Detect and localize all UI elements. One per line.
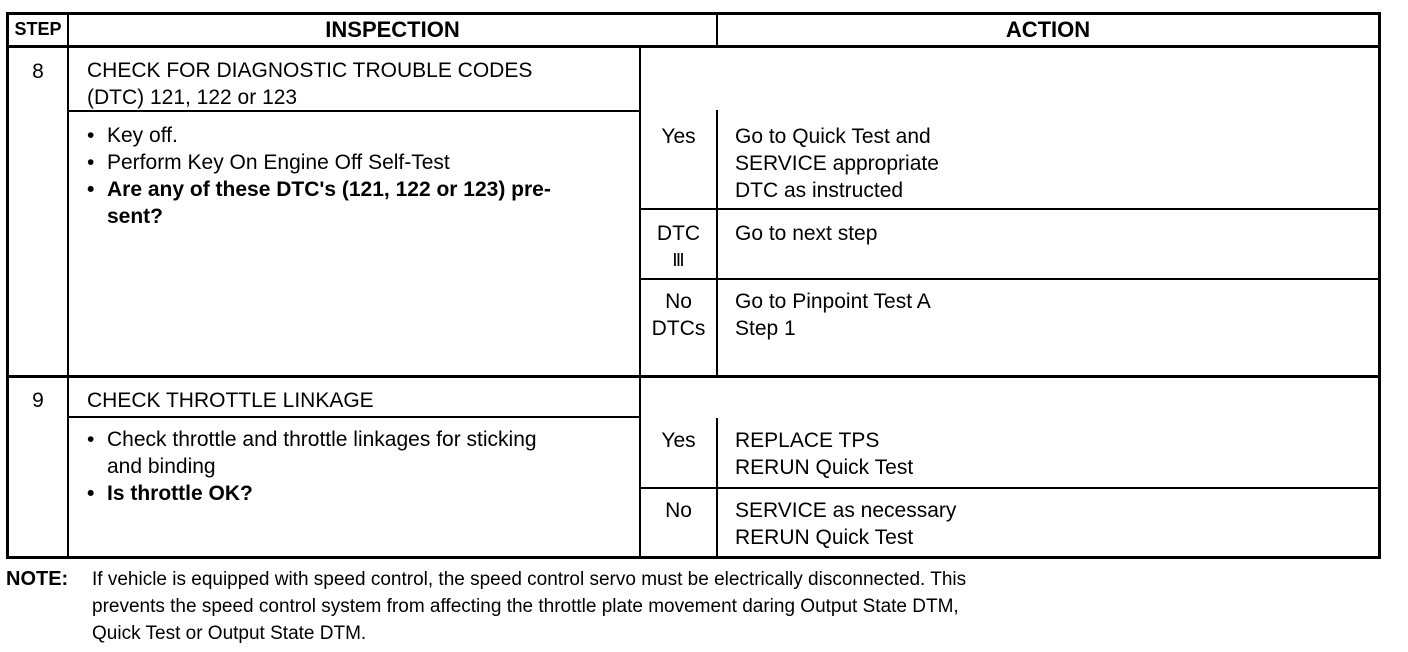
table-border-right bbox=[1378, 12, 1381, 559]
step9-title-underline bbox=[67, 416, 641, 418]
step9-action-yes-1: REPLACE TPS bbox=[735, 429, 880, 452]
table-border-bottom bbox=[6, 556, 1381, 559]
note-label: NOTE: bbox=[6, 568, 69, 590]
step8-action-yes-3: DTC as instructed bbox=[735, 179, 904, 202]
step-number-9: 9 bbox=[32, 389, 44, 412]
header-action: ACTION bbox=[1005, 17, 1091, 42]
action-column-divider-upper bbox=[716, 110, 718, 376]
table-border-left bbox=[6, 12, 9, 559]
step8-action-yes-1: Go to Quick Test and bbox=[735, 125, 931, 148]
step8-action-yes-2: SERVICE appropriate bbox=[735, 152, 939, 175]
step8-action-no-1: Go to Pinpoint Test A bbox=[735, 290, 931, 313]
header-step: STEP bbox=[14, 19, 62, 39]
row-separator bbox=[6, 375, 1381, 378]
step9-bullet-1: • Check throttle and throttle linkages for sticking bbox=[87, 428, 537, 451]
step8-action-dtc-1: Go to next step bbox=[735, 222, 878, 245]
step9-bullet-2: • Is throttle OK? bbox=[87, 482, 253, 505]
note-line-3: Quick Test or Output State DTM. bbox=[92, 623, 367, 644]
step9-title: CHECK THROTTLE LINKAGE bbox=[87, 389, 374, 412]
step8-title-line1: CHECK FOR DIAGNOSTIC TROUBLE CODES bbox=[87, 59, 533, 82]
step-column-divider bbox=[67, 12, 69, 559]
step9-cond-no: No bbox=[665, 499, 692, 522]
step8-cond-no-1: No bbox=[665, 290, 692, 313]
step8-yes-divider bbox=[639, 208, 1381, 210]
step9-cond-yes: Yes bbox=[661, 429, 696, 452]
step9-bullet-1-cont: and binding bbox=[107, 455, 216, 478]
step8-cond-yes: Yes bbox=[661, 125, 696, 148]
step-number-8: 8 bbox=[32, 60, 44, 83]
step8-dtc-divider bbox=[639, 278, 1381, 280]
step8-action-no-2: Step 1 bbox=[735, 317, 796, 340]
table-border-top bbox=[6, 12, 1381, 15]
step8-title-line2: (DTC) 121, 122 or 123 bbox=[87, 86, 298, 109]
step9-action-no-2: RERUN Quick Test bbox=[735, 526, 914, 549]
step9-yes-divider bbox=[639, 487, 1381, 489]
step8-bullet-1: • Key off. bbox=[87, 124, 178, 147]
step8-cond-dtc-2: Ⅲ bbox=[672, 250, 685, 270]
note-line-1: If vehicle is equipped with speed control, the speed control servo must be electrically disconnected. This bbox=[92, 569, 967, 590]
step8-bullet-2: • Perform Key On Engine Off Self-Test bbox=[87, 151, 450, 174]
step9-action-no-1: SERVICE as necessary bbox=[735, 499, 957, 522]
step8-bullet-3-cont: sent? bbox=[107, 205, 164, 228]
step9-action-yes-2: RERUN Quick Test bbox=[735, 456, 914, 479]
step8-cond-dtc-1: DTC bbox=[656, 222, 701, 245]
header-divider bbox=[6, 45, 1381, 48]
step8-cond-no-2: DTCs bbox=[651, 317, 706, 340]
note-line-2: prevents the speed control system from affecting the throttle plate movement daring Output State DTM, bbox=[92, 596, 959, 617]
header-inspection: INSPECTION bbox=[325, 17, 460, 42]
step8-bullet-3: • Are any of these DTC's (121, 122 or 123) pre- bbox=[87, 178, 551, 201]
